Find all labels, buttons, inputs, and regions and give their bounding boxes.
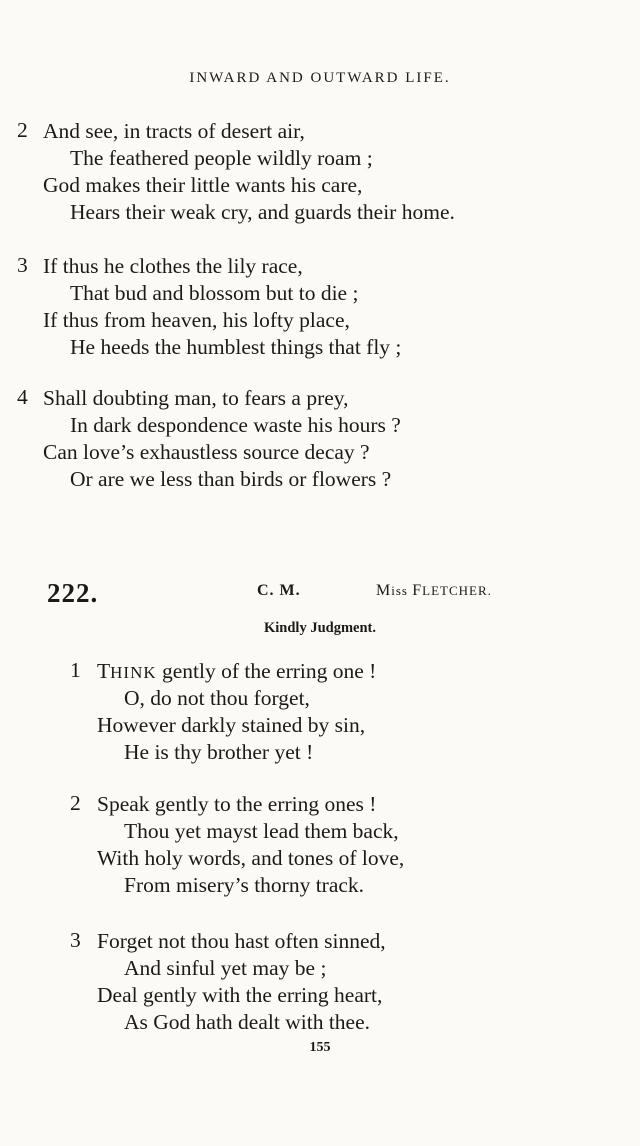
hymn-subtitle: Kindly Judgment. — [264, 620, 376, 636]
author-rest: iss — [391, 583, 413, 598]
stanza-number: 3 — [70, 928, 81, 952]
verse-line: Hears their weak cry, and guards their home. — [70, 200, 455, 224]
verse-line: He is thy brother yet ! — [124, 740, 314, 764]
verse-line: That bud and blossom but to die ; — [70, 281, 359, 305]
stanza-number: 4 — [17, 385, 28, 409]
verse-line — [97, 658, 376, 686]
verse-line: If thus from heaven, his lofty place, — [43, 308, 350, 332]
verse-line: Thou yet mayst lead them back, — [124, 819, 399, 843]
page-number: 155 — [309, 1040, 331, 1055]
verse-line: O, do not thou forget, — [124, 686, 310, 710]
verse-line: Deal gently with the erring heart, — [97, 983, 383, 1007]
first-line-rest: gently of the erring one ! — [156, 659, 377, 683]
verse-line: In dark despondence waste his hours ? — [70, 413, 401, 437]
stanza-number: 3 — [17, 253, 28, 277]
drop-word-rest: HINK — [110, 663, 157, 682]
verse-line: From misery’s thorny track. — [124, 873, 365, 897]
verse-line: The feathered people wildly roam ; — [70, 146, 373, 170]
verse-line: As God hath dealt with thee. — [124, 1010, 371, 1034]
author-initial-2: F — [412, 582, 423, 599]
running-header: INWARD AND OUTWARD LIFE. — [189, 70, 451, 86]
hymn-number: 222. — [47, 578, 99, 608]
verse-line: And see, in tracts of desert air, — [43, 119, 305, 143]
verse-line: Speak gently to the erring ones ! — [97, 792, 377, 816]
hymn-author — [376, 582, 492, 600]
verse-line: With holy words, and tones of love, — [97, 846, 405, 870]
verse-line: Forget not thou hast often sinned, — [97, 929, 386, 953]
author-rest-2: LETCHER. — [422, 583, 492, 598]
drop-word-initial: T — [97, 659, 111, 683]
verse-line: And sinful yet may be ; — [124, 956, 327, 980]
stanza-number: 2 — [17, 118, 28, 142]
verse-line: He heeds the humblest things that fly ; — [70, 335, 402, 359]
stanza-number: 2 — [70, 791, 81, 815]
author-initial: M — [376, 582, 392, 599]
verse-line: Can love’s exhaustless source decay ? — [43, 440, 370, 464]
verse-line: However darkly stained by sin, — [97, 713, 366, 737]
hymn-meter: C. M. — [257, 582, 301, 599]
verse-line: God makes their little wants his care, — [43, 173, 363, 197]
verse-line: Shall doubting man, to fears a prey, — [43, 386, 349, 410]
verse-line: If thus he clothes the lily race, — [43, 254, 303, 278]
stanza-number: 1 — [70, 658, 81, 682]
verse-line: Or are we less than birds or flowers ? — [70, 467, 392, 491]
